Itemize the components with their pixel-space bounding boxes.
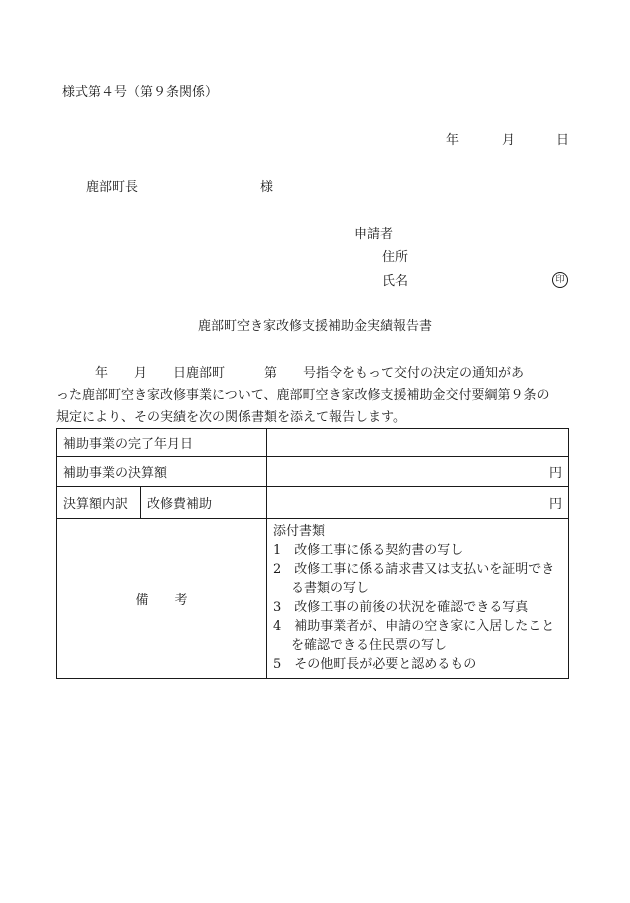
settlement-amount-field[interactable]: 円 [267,457,569,487]
addressee-suffix: 様 [260,180,274,195]
body-line: 規定により、その実績を次の関係書類を添えて報告します。 [56,410,406,425]
date-day: 日 [556,133,570,148]
attachment-item: 5 その他町長が必要と認めるもの [273,657,477,672]
body-line: った鹿部町空き家改修事業について、鹿部町空き家改修支援補助金交付要綱第９条の [56,388,550,403]
attachment-item: 1 改修工事に係る契約書の写し [273,543,464,558]
table-row [57,429,569,457]
completion-date-field[interactable] [267,429,569,457]
renovation-subsidy-label: 改修費補助 [141,487,267,519]
breakdown-label: 決算額内訳 [57,487,141,519]
attachments-cell [267,519,569,679]
applicant-name-label: 氏名 [382,274,409,289]
table-row [57,457,569,487]
table-row [57,519,569,679]
date-month: 月 [502,133,516,148]
form-number-label: 様式第４号（第９条関係） [62,85,219,100]
settlement-amount-label: 補助事業の決算額 [57,457,267,487]
applicant-label: 申請者 [354,227,394,242]
date-year: 年 [446,133,460,148]
body-line: 年 月 日鹿部町 第 号指令をもって交付の決定の通知があ [56,366,525,381]
body-paragraph [56,363,568,429]
applicant-address-label: 住所 [382,250,409,265]
remarks-label: 備 考 [57,519,267,679]
attachments-title: 添付書類 [273,524,326,539]
seal-mark: 印 [552,272,568,288]
addressee-name: 鹿部町長 [86,180,139,195]
renovation-subsidy-field[interactable]: 円 [267,487,569,519]
completion-date-label: 補助事業の完了年月日 [57,429,267,457]
attachment-item: 3 改修工事の前後の状況を確認できる写真 [273,600,529,615]
attachment-item: 4 補助事業者が、申請の空き家に入居したことを確認できる住民票の写し [273,619,555,653]
table-row [57,487,569,519]
attachment-item: 2 改修工事に係る請求書又は支払いを証明できる書類の写し [273,562,555,596]
document-title: 鹿部町空き家改修支援補助金実績報告書 [197,319,432,334]
report-table [56,428,569,679]
